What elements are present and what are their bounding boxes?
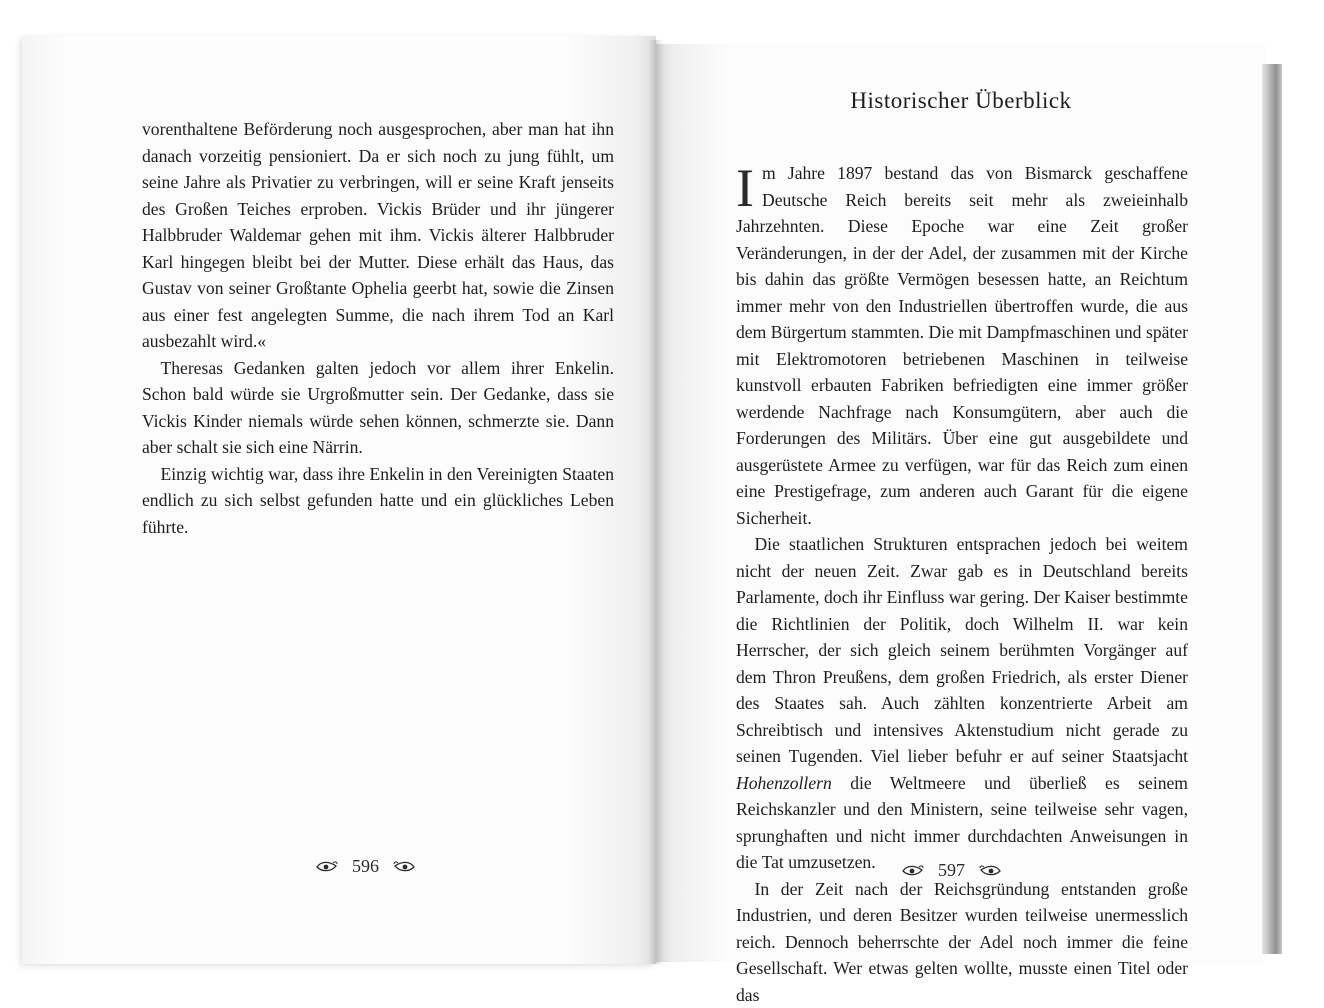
paragraph — [736, 160, 1188, 531]
page-number: 597 — [938, 860, 965, 881]
page-block-edge — [1262, 64, 1282, 954]
drop-cap: I — [736, 165, 754, 211]
paragraph — [736, 531, 1188, 876]
page-number: 596 — [352, 856, 379, 877]
book-gutter — [648, 40, 664, 964]
paragraph-text: die Weltmeere und überließ es seinem Reichskanzler und den Ministern, seine teilweise sehr vagen, sprunghaften und nicht immer durchdachten Anweisungen in die Tat umzusetzen. — [736, 773, 1188, 873]
left-page-folio — [316, 856, 415, 877]
right-page — [656, 44, 1266, 962]
right-page-folio — [902, 860, 1001, 881]
left-page — [22, 36, 656, 964]
eye-ornament-icon — [316, 860, 338, 874]
eye-ornament-icon — [393, 860, 415, 874]
eye-ornament-icon — [979, 864, 1001, 878]
eye-ornament-icon — [902, 864, 924, 878]
chapter-title: Historischer Überblick — [656, 88, 1266, 114]
left-page-body — [142, 116, 614, 540]
paragraph: vorenthaltene Beförderung noch ausgesprochen, aber man hat ihn danach vorzeitig pensioniert. Da er sich noch zu jung fühlt, um seine Jahre als Privatier zu verbringen, will er seine Kraft jenseits des Großen Teiches erproben. Vickis Brüder und ihr jüngerer Halbbruder Waldemar gehen mit ihm. Vickis älterer Halbbruder Karl hingegen bleibt bei der Mutter. Diese erhält das Haus, das Gustav von seiner Großtante Ophelia geerbt hat, sowie die Zinsen aus einer fest angelegten Summe, die nach ihrem Tod an Karl ausbezahlt wird.« — [142, 116, 614, 355]
paragraph-text: m Jahre 1897 bestand das von Bismarck geschaffene Deutsche Reich bereits seit mehr als zweieinhalb Jahrzehnten. Diese Epoche war eine Zeit großer Veränderungen, in der der Adel, der zusammen mit der Kirche bis dahin das größte Vermögen besessen hatte, an Reichtum immer mehr von den Industriellen übertroffen wurde, die aus dem Bürgertum stammten. Die mit Dampfmaschinen und später mit Elektromotoren betriebenen Maschinen in teilweise kunstvoll erbauten Fabriken befriedigten eine immer größer werdende Nachfrage nach Konsumgütern, aber auch die Forderungen des Militärs. Über eine gut ausgebildete und ausgerüstete Armee zu verfügen, war für das Reich zum einen eine Prestigefrage, zum anderen auch Garant für die eigene Sicherheit. — [736, 163, 1188, 528]
paragraph-text: Die staatlichen Strukturen entsprachen jedoch bei weitem nicht der neuen Zeit. Zwar gab es in Deutschland bereits Parlamente, doch ihr Einfluss war gering. Der Kaiser bestimmte die Richtlinien der Politik, doch Wilhelm II. war kein Herrscher, der sich gleich seinem berühmten Vorgänger auf dem Thron Preußens, dem großen Friedrich, als erster Diener des Staates sah. Auch zählten konzentrierte Arbeit am Schreibtisch und intensives Aktenstudium nicht gerade zu seinen Tugenden. Viel lieber befuhr er auf seiner Staatsjacht — [736, 534, 1188, 766]
ship-name: Hohenzollern — [736, 773, 832, 793]
paragraph: Theresas Gedanken galten jedoch vor allem ihrer Enkelin. Schon bald würde sie Urgroßmutter sein. Der Gedanke, dass sie Vickis Kinder niemals würde sehen können, schmerzte sie. Dann aber schalt sie sich eine Närrin. — [142, 355, 614, 461]
paragraph: In der Zeit nach der Reichsgründung entstanden große Industrien, und deren Besitzer wurden teilweise unermesslich reich. Dennoch beherrschte der Adel noch immer die feine Gesellschaft. Wer etwas gelten wollte, musste einen Titel oder das — [736, 876, 1188, 1008]
paragraph: Einzig wichtig war, dass ihre Enkelin in den Vereinigten Staaten endlich zu sich selbst gefunden hatte und ein glückliches Leben führte. — [142, 461, 614, 541]
